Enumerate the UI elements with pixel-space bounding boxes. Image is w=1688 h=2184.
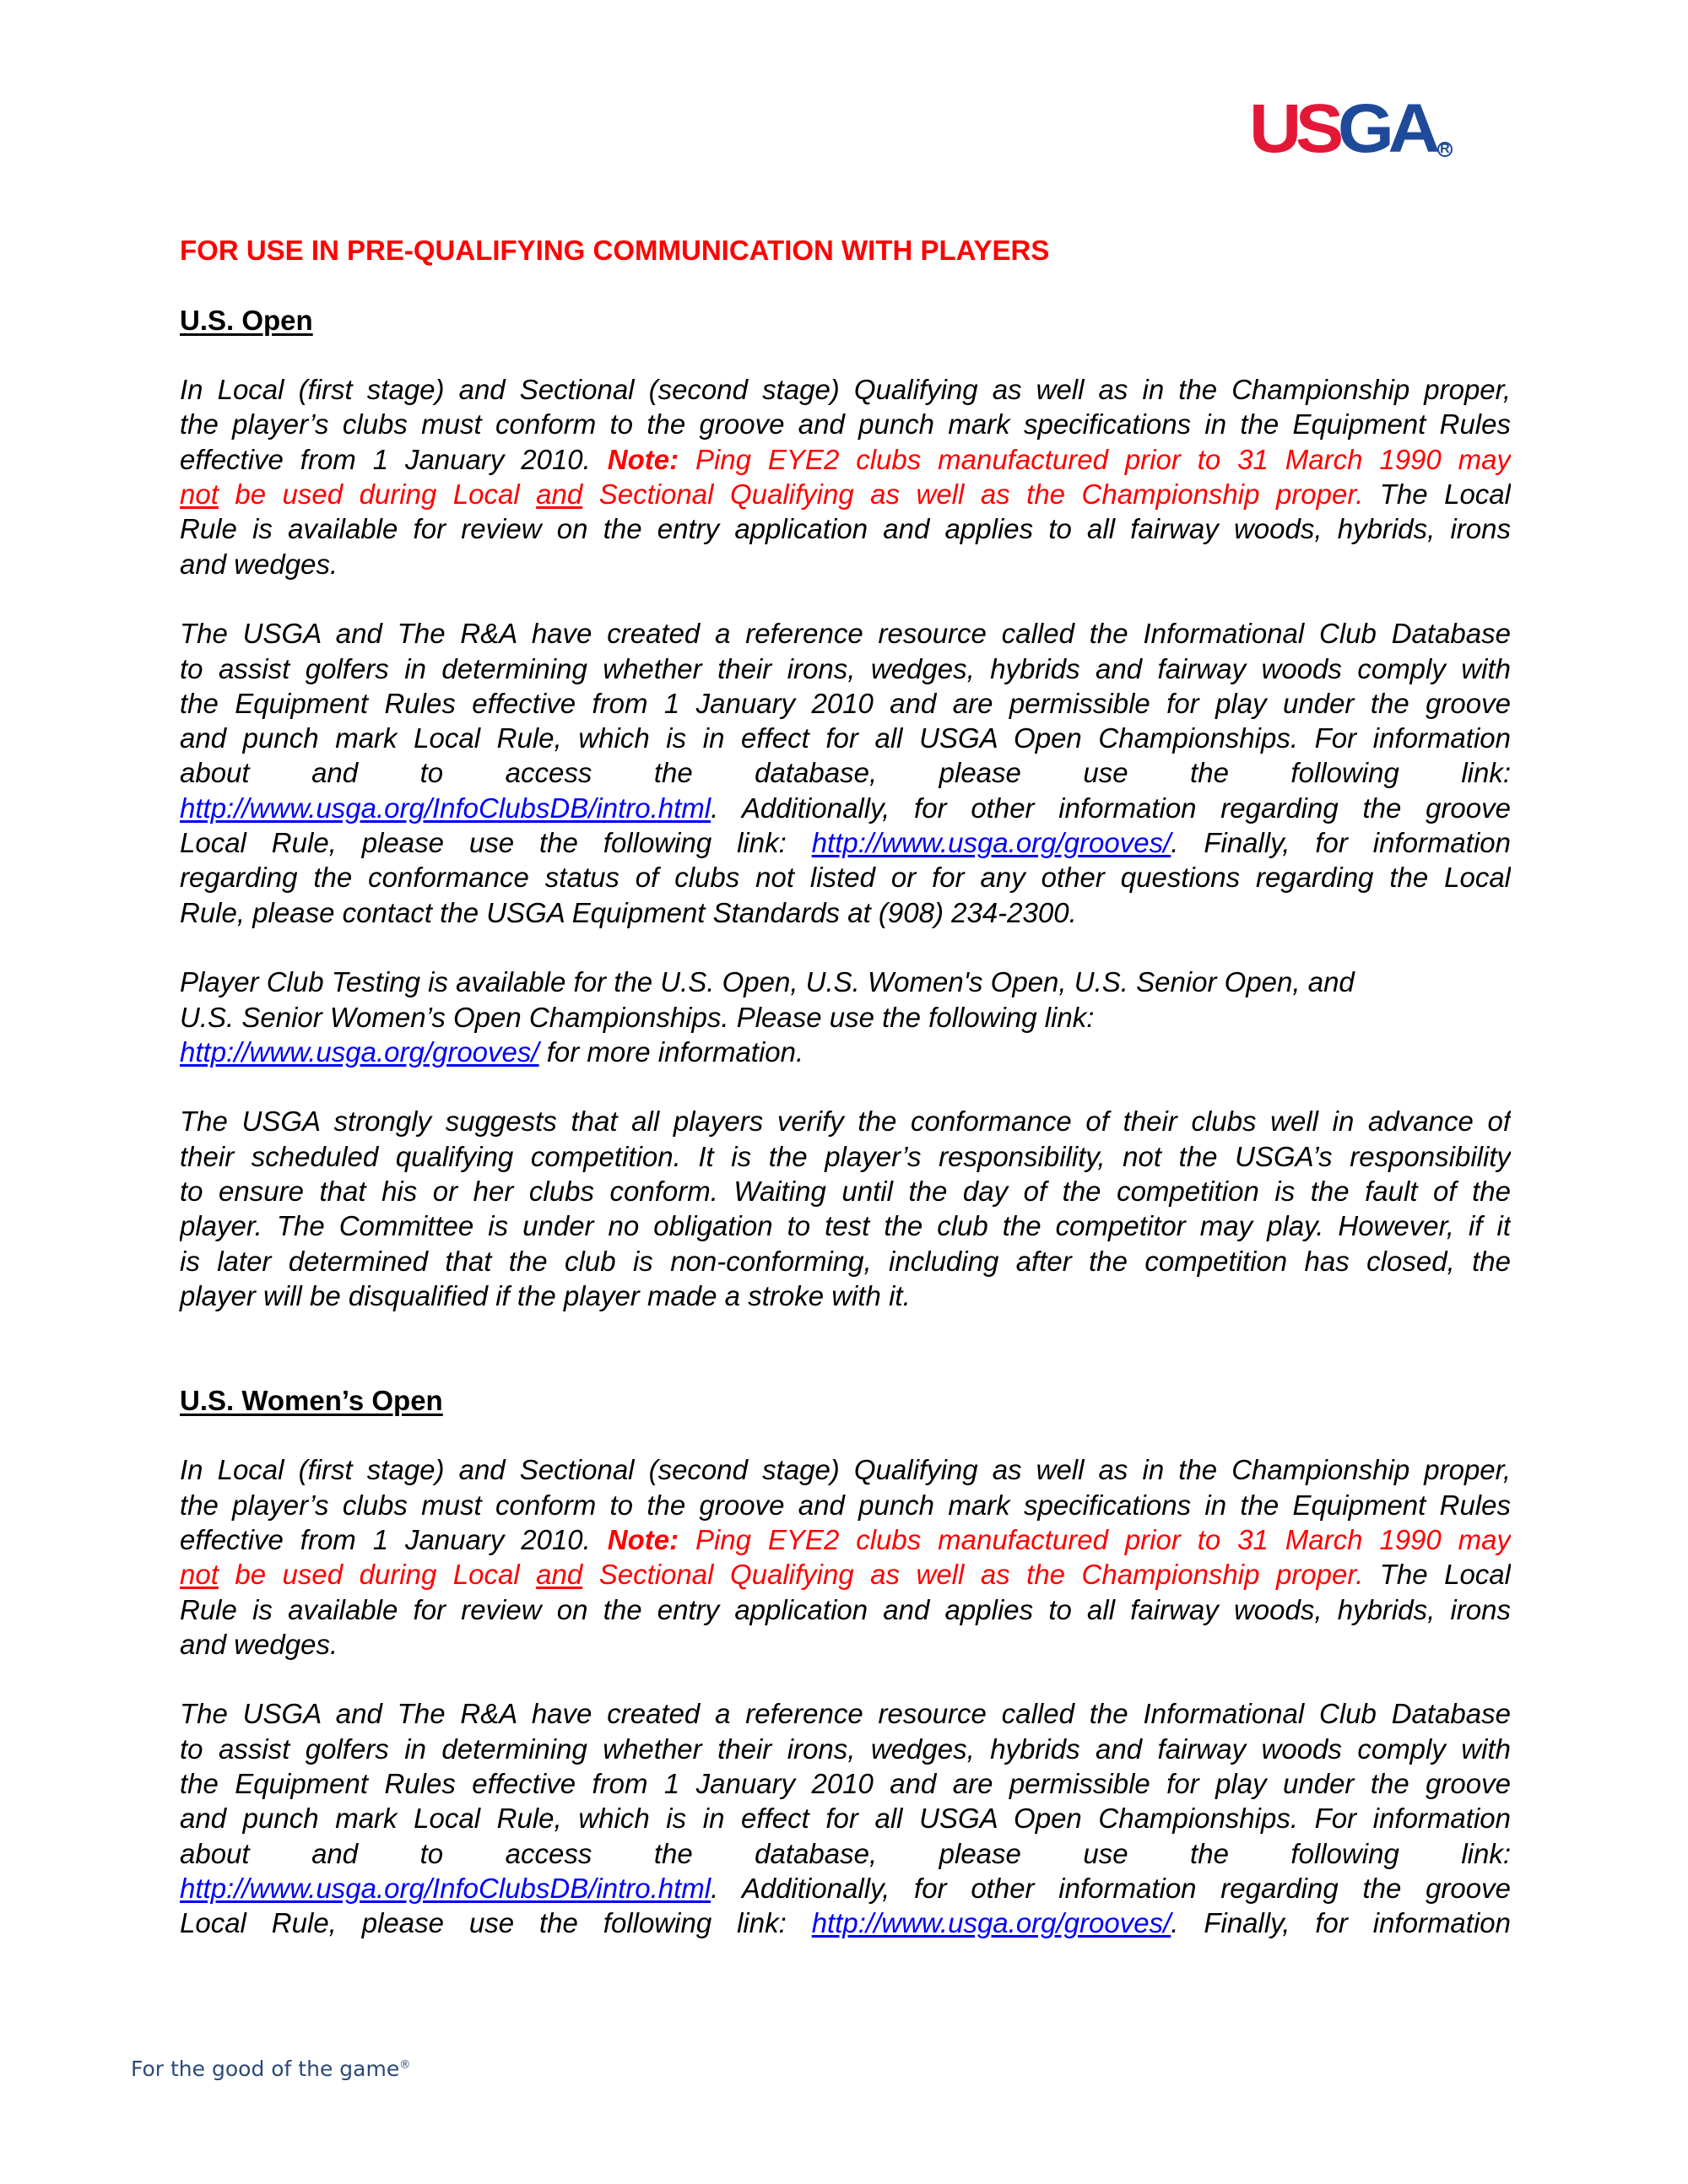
text-line: [180, 1000, 1511, 1035]
text-segment: Sectional Qualifying as well as the Championship proper.: [582, 1559, 1364, 1591]
text-line: [180, 1139, 1511, 1174]
text-line: [180, 442, 1511, 477]
page-title: FOR USE IN PRE-QUALIFYING COMMUNICATION WITH PLAYERS: [180, 235, 1050, 266]
spacer: [180, 930, 1511, 965]
text-line: [180, 477, 1511, 511]
text-line: [180, 511, 1511, 546]
spacer: [180, 1662, 1511, 1696]
text-line: [180, 721, 1511, 755]
text-segment: . Additionally, for other information regarding the groove: [711, 792, 1511, 824]
text-segment: The Local: [1363, 478, 1511, 511]
text-segment: the player’s clubs must conform to the groove and punch mark specifications in the Equipment Rules: [180, 408, 1511, 441]
footer-registered-mark: ®: [399, 2058, 411, 2072]
text-segment: The USGA and The R&A have created a reference resource called the Informational Club Database: [180, 1698, 1511, 1730]
text-segment: Rule, please contact the USGA Equipment Standards at (908) 234-2300.: [180, 896, 1077, 928]
text-line: [180, 860, 1511, 895]
text-segment: to ensure that his or her clubs conform. Waiting until the day of the competition is the fault of the: [180, 1176, 1511, 1208]
text-line: [180, 1871, 1511, 1906]
text-line: [180, 1208, 1511, 1243]
text-line: [180, 1836, 1511, 1871]
text-segment: be used during Local: [218, 1559, 537, 1591]
text-segment: Rule is available for review on the entry application and applies to all fairway woods, hybrids, irons: [180, 1593, 1511, 1625]
text-segment: and punch mark Local Rule, which is in effect for all USGA Open Championships. For information: [180, 1803, 1511, 1835]
usga-logo-wordmark: [1249, 90, 1435, 167]
hyperlink[interactable]: http://www.usga.org/InfoClubsDB/intro.html: [180, 792, 711, 824]
text-line: [180, 791, 1511, 825]
text-segment: In Local (first stage) and Sectional (second stage) Qualifying as well as in the Championship proper,: [180, 374, 1511, 406]
text-line: [180, 1104, 1511, 1138]
note-label: Note:: [607, 443, 679, 475]
text-segment: the Equipment Rules effective from 1 January 2010 and are permissible for play under the groove: [180, 1768, 1511, 1800]
section-heading: [180, 1383, 1511, 1418]
usga-logo: [1249, 90, 1453, 167]
text-line: [180, 547, 1511, 581]
text-segment: Local Rule, please use the following link:: [180, 1907, 812, 1939]
text-segment: to assist golfers in determining whether their irons, wedges, hybrids and fairway woods comply with: [180, 1733, 1511, 1765]
text-line: [180, 1244, 1511, 1279]
text-line: [180, 1592, 1511, 1627]
text-line: [180, 1732, 1511, 1766]
text-segment: . Finally, for information: [1171, 1907, 1511, 1939]
text-line: [180, 1801, 1511, 1835]
text-line: [180, 1279, 1511, 1313]
text-line: [180, 965, 1511, 999]
paragraph: [180, 965, 1511, 1069]
text-line: [180, 755, 1511, 790]
text-segment: The USGA strongly suggests that all players verify the conformance of their clubs well in advance of: [180, 1106, 1511, 1138]
text-segment: U.S. Senior Women’s Open Championships. Please use the following link:: [180, 1001, 1095, 1033]
text-segment: to assist golfers in determining whether their irons, wedges, hybrids and fairway woods comply with: [180, 652, 1511, 684]
paragraph: [180, 372, 1511, 581]
text-line: [180, 616, 1511, 651]
text-segment: regarding the conformance status of clubs not listed or for any other questions regarding the Local: [180, 862, 1511, 894]
text-segment: Player Club Testing is available for the U.S. Open, U.S. Women's Open, U.S. Senior Open, and: [180, 966, 1355, 998]
text-segment: . Additionally, for other information regarding the groove: [711, 1872, 1511, 1904]
paragraph: [180, 616, 1511, 930]
text-line: [180, 1557, 1511, 1592]
paragraph: [180, 1452, 1511, 1662]
text-segment: their scheduled qualifying competition. It is the player’s responsibility, not the USGA’s responsibility: [180, 1140, 1511, 1172]
hyperlink[interactable]: http://www.usga.org/grooves/: [811, 1907, 1171, 1939]
text-line: [180, 825, 1511, 860]
footer-tagline: [131, 2057, 410, 2081]
text-segment: Sectional Qualifying as well as the Championship proper.: [582, 478, 1364, 511]
text-segment: Ping EYE2 clubs manufactured prior to 31 March 1990 may: [679, 1523, 1511, 1555]
text-segment: and: [536, 1559, 583, 1591]
text-segment: and punch mark Local Rule, which is in effect for all USGA Open Championships. For information: [180, 722, 1511, 754]
text-line: [180, 686, 1511, 721]
text-line: [180, 1627, 1511, 1662]
document-body: [180, 233, 1511, 1941]
section-heading-text: U.S. Women’s Open: [180, 1384, 443, 1416]
paragraph: [180, 1696, 1511, 1940]
text-segment: player will be disqualified if the player made a stroke with it.: [180, 1279, 911, 1311]
spacer: [180, 338, 1511, 372]
spacer: [180, 1069, 1511, 1104]
text-segment: and: [536, 478, 583, 511]
text-segment: and wedges.: [180, 1628, 338, 1660]
text-line: [180, 407, 1511, 441]
text-segment: not: [180, 478, 219, 511]
text-line: [180, 651, 1511, 686]
text-segment: about and to access the database, please use the following link:: [180, 1837, 1511, 1869]
spacer: [180, 1418, 1511, 1452]
text-line: [180, 1035, 1511, 1069]
spacer: [180, 268, 1511, 302]
text-segment: the Equipment Rules effective from 1 January 2010 and are permissible for play under the groove: [180, 687, 1511, 719]
text-segment: In Local (first stage) and Sectional (second stage) Qualifying as well as in the Championship proper,: [180, 1454, 1511, 1486]
section-heading-text: U.S. Open: [180, 304, 313, 336]
footer-tagline-text: For the good of the game: [131, 2057, 400, 2081]
text-line: [180, 1174, 1511, 1208]
text-segment: Rule is available for review on the entry application and applies to all fairway woods, hybrids, irons: [180, 513, 1511, 545]
text-segment: effective from 1 January 2010.: [180, 443, 608, 475]
text-line: [180, 1766, 1511, 1801]
spacer: [180, 581, 1511, 616]
registered-mark-icon: R: [1437, 142, 1453, 157]
text-segment: be used during Local: [218, 478, 537, 511]
text-segment: the player’s clubs must conform to the groove and punch mark specifications in the Equipment Rules: [180, 1489, 1511, 1521]
note-label: Note:: [607, 1523, 679, 1555]
sections: [180, 303, 1511, 1941]
text-line: [180, 1452, 1511, 1487]
text-line: [180, 1522, 1511, 1557]
logo-us: US: [1249, 90, 1338, 167]
text-line: [180, 1488, 1511, 1522]
text-segment: not: [180, 1559, 219, 1591]
spacer: [180, 1313, 1511, 1348]
text-segment: The Local: [1363, 1559, 1511, 1591]
text-segment: and wedges.: [180, 548, 338, 580]
text-line: [180, 1696, 1511, 1731]
paragraph: [180, 1104, 1511, 1313]
logo-ga: GA: [1337, 90, 1435, 167]
text-segment: Ping EYE2 clubs manufactured prior to 31 March 1990 may: [679, 443, 1511, 475]
text-segment: is later determined that the club is non-conforming, including after the competition has closed, the: [180, 1245, 1511, 1277]
text-segment: effective from 1 January 2010.: [180, 1523, 608, 1555]
text-segment: for more information.: [538, 1035, 804, 1068]
text-line: [180, 895, 1511, 930]
section-heading: [180, 303, 1511, 338]
text-line: [180, 372, 1511, 407]
spacer: [180, 1349, 1511, 1383]
text-segment: . Finally, for information: [1171, 827, 1511, 859]
text-segment: about and to access the database, please use the following link:: [180, 757, 1511, 789]
text-segment: The USGA and The R&A have created a reference resource called the Informational Club Database: [180, 618, 1511, 650]
hyperlink[interactable]: http://www.usga.org/grooves/: [180, 1035, 539, 1068]
text-segment: Local Rule, please use the following link:: [180, 827, 812, 859]
text-line: [180, 1906, 1511, 1940]
hyperlink[interactable]: http://www.usga.org/InfoClubsDB/intro.html: [180, 1872, 711, 1904]
hyperlink[interactable]: http://www.usga.org/grooves/: [811, 827, 1171, 859]
text-segment: player. The Committee is under no obligation to test the club the competitor may play. However, if it: [180, 1210, 1511, 1242]
